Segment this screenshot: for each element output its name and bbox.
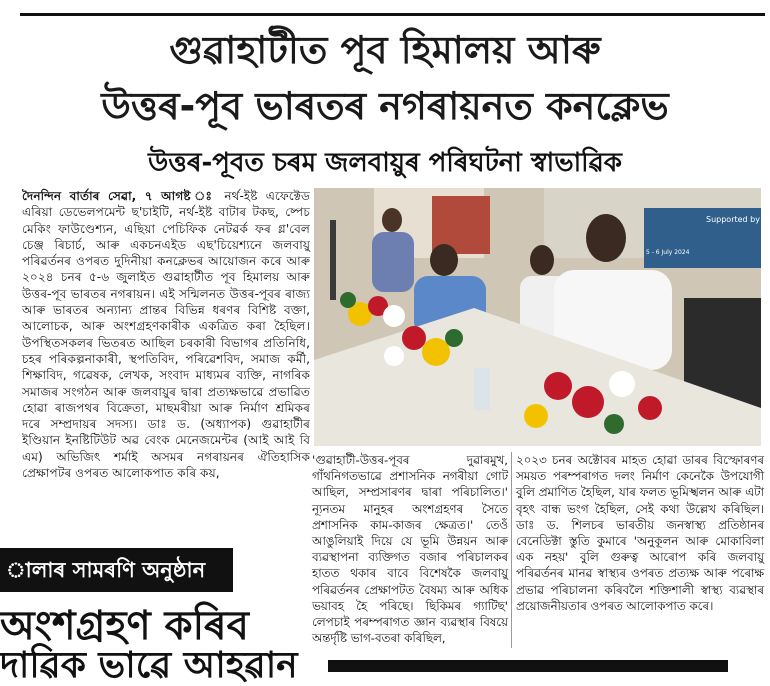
headline-line-1: গুৱাহাটীত পূব হিমালয় আৰু [169, 28, 601, 72]
article-column-1-text: নৰ্থ-ইষ্ট এফেক্টেড এৰিয়া ডেভেলপমেন্ট ছ'চাইটি, নৰ্থ-ইষ্ট বাটাৰ টকছ, ষ্পেচ মেকিং ফাউণ্ডেশ্যন, এছিয়া পেচিফিক নেটৱৰ্ক ফৰ গ্ল'বেল চেঞ্জ ৰিচাৰ্চ, আৰু একচনএইড এছ'চিয়েশ্যনে জলবায়ু পৰিৱৰ্তনৰ ওপৰত দুদিনীয়া কনক্লেভৰ আয়োজন কৰে আৰু ২০২৪ চনৰ ৫-৬ জুলাইত গুৱাহাটীত পূব হিমালয় আৰু উত্তৰ-পূব ভাৰতৰ নগৰায়ন। এই সন্মিলনত উত্তৰ-পূবৰ ৰাজ্য আৰু ভাৰতৰ অন্যান্য প্ৰান্তৰ বিভিন্ন ধৰণৰ বিশিষ্ট বক্তা, আলোচক, আৰু অংশগ্ৰহণকাৰীক একত্ৰিত কৰা হৈছিল। উপস্থিতসকলৰ ভিতৰত আছিল চৰকাৰী বিভাগৰ প্ৰতিনিধি, চহৰ পৰিকল্পনাকাৰী, স্থপতিবিদ, পৰিৱেশবিদ, সমাজ কৰ্মী, শিক্ষাবিদ, গৱেষক, লেখক, সংবাদ মাধ্যমৰ ব্যক্তি, নাগৰিক সমাজৰ সংগঠন আৰু জলবায়ুৰ দ্বাৰা প্ৰত্যক্ষভাৱে প্ৰভাৱিত হোৱা ৰাজপথৰ বিক্ৰেতা, মাছমৰীয়া আৰু নিৰ্মাণ শ্ৰমিকৰ দৰে সম্প্ৰদায়ৰ সদস্য। ডাঃ ড. (অধ্যাপক) গুৱাহাটীৰ ইণ্ডিয়ান ইনষ্টিটিউট অৱ বেংক মেনেজমেন্টৰ (আই আই বি এম) অভিজিৎ শৰ্মাই অসমৰ নগৰায়নৰ ঐতিহাসিক প্ৰেক্ষাপটৰ ওপৰত আলোকপাত কৰি কয়, [22, 189, 310, 481]
event-date-label: 5 - 6 July 2024 [646, 249, 690, 256]
cut-off-header-strip [20, 0, 770, 12]
sidebar-headline: অংশগ্ৰহণ কৰিব [0, 603, 249, 649]
photo-illustration [314, 188, 761, 446]
article-column-1 [22, 188, 310, 481]
person-1-head [382, 208, 402, 232]
article-column-3: ২০২৩ চনৰ অক্টোবৰ মাহত হোৱা ডাৰৰ বিস্ফোৰণৰ সময়ত পৰম্পৰাগত দলং নিৰ্মাণ কেনেকৈ উপযোগী বুলি প্ৰমাণিত হৈছিল, যাৰ ফলত ভূমিস্খলন আৰু এটা বৃহৎ বান্ধ ভংগ হৈছিল, সেই কথা উল্লেখ কৰিছিল। ডাঃ ড. শিলচৰ ভাৰতীয় জনস্বাস্থ্য প্ৰতিষ্ঠানৰ বেনেডিক্টা স্তুতি কুমাৰে 'অনুকূলন আৰু মোকাবিলা এক নহয়' বুলি গুৰুত্ব আৰোপ কৰি জলবায়ু পৰিৱৰ্তনৰ মানৱ স্বাস্থ্যৰ ওপৰত প্ৰত্যক্ষ আৰু পৰোক্ষ প্ৰভাৱ পৰিচালনা কৰিবলৈ শক্তিশালী স্বাস্থ্য ব্যৱস্থাৰ প্ৰয়োজনীয়তাৰ ওপৰত আলোকপাত কৰে। [516, 453, 764, 613]
sidebar-banner: ালাৰ সামৰণি অনুষ্ঠান [0, 548, 233, 592]
person-1-body [372, 232, 414, 292]
dateline: দৈনন্দিন বাৰ্তাৰ সেৱা, ৭ আগষ্ট ঃ [22, 189, 217, 203]
person-3-head [530, 245, 554, 275]
sidebar-cut-line-text: দাৱিক ভাৱে আহৱান [0, 645, 298, 686]
person-4-head [586, 214, 626, 262]
conference-photo [314, 188, 761, 446]
footer-bar [328, 660, 728, 672]
supported-by-label: Supported by [706, 215, 760, 224]
water-glass [474, 368, 490, 410]
top-rule [20, 13, 765, 16]
headline-line-2: উত্তৰ-পূব ভাৰতৰ নগৰায়নত কনক্লেভ [101, 84, 669, 128]
person-2-head [430, 244, 458, 276]
article-column-2: 'গুৱাহাটী-উত্তৰ-পূবৰ দুৱাৰমুখ, গাঁথনিগতভাৱে প্ৰশাসনিক নগৰীয়া গোট আছিল, সম্প্ৰসাৰণৰ দ্বাৰা পৰিচালিত।' ন্যূনতম মানুহৰ অংশগ্ৰহণৰ সৈতে প্ৰশাসনিক কাম-কাজৰ ক্ষেত্ৰত।' তেওঁ আঙুলিয়াই দিয়ে যে ভূমি উন্নয়ন আৰু ব্যৱস্থাপনা ব্যক্তিগত বজাৰ পৰিচালকৰ হাতত থকাৰ বাবে বিশেষকৈ জলবায়ু পৰিৱৰ্তনৰ প্ৰেক্ষাপটত বৈষম্য আৰু অধিক ভয়াবহ হৈ পৰিছে। ছিকিমৰ গ্যাটিছ' লেপচাই পৰম্পৰাগত জ্ঞান ব্যৱস্থাৰ বিষয়ে অন্তৰ্দৃষ্টি ভাগ-বতৰা কৰিছিল, [312, 453, 508, 646]
subheadline: উত্তৰ-পূবত চৰম জলবায়ুৰ পৰিঘটনা স্বাভাৱিক [148, 148, 622, 178]
column-divider [511, 452, 512, 648]
sidebar-cut-line [0, 645, 300, 686]
microphone-stand [330, 220, 336, 300]
